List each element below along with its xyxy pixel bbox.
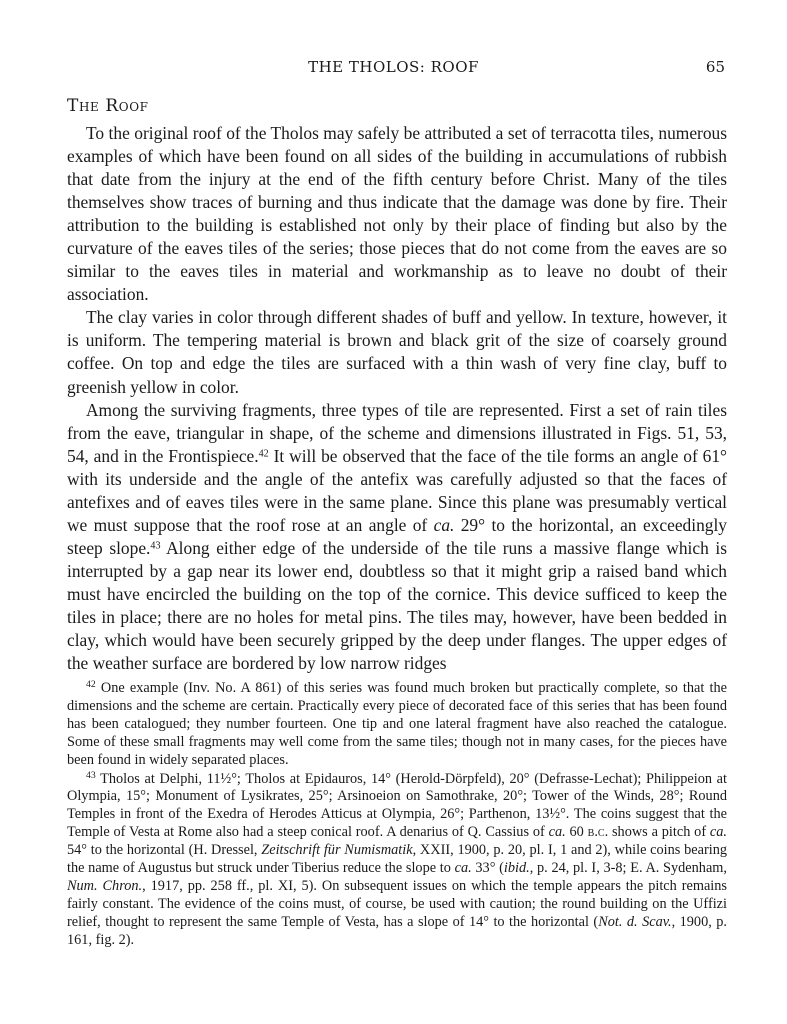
running-head [0,58,787,78]
footnote-reference: 42 [258,448,269,460]
footnote-reference: 43 [150,540,161,552]
small-caps-text: b.c. [587,824,609,841]
footnote: $^{42}$ One example (Inv. No. A 861) of this series was found much broken but practically complete, so that the dimensions and the scheme are certain. Practically every piece of decorated face of this series that has been found has been catalogued; they number fourteen. One tip and one lateral fragment have also reached the catalogue. Some of these small fragments may well come from the same tiles; though not in many cases, for the pieces have been found in widely separated places. [67,679,727,768]
italic-text: Zeitschrift für Numismatik [261,842,413,859]
italic-text: ca. [433,514,455,535]
italic-text: ibid. [503,860,530,877]
body-text [67,122,727,675]
body-paragraph: The clay varies in color through different shades of buff and yellow. In texture, however, it is uniform. The tempering material is brown and black grit of the size of coarsely ground coffee. On top and edge the tiles are surfaced with a thin wash of very fine clay, buff to greenish yellow in color. [67,307,727,397]
footnote: $^{43}$ Tholos at Delphi, 11½°; Tholos at Epidauros, 14° (Herold-Dörpfeld), 20° (Defrasse-Lechat); Philippeion at Olympia, 15°; Monument of Lysikrates, 25°; Arsinoeion on Samothrake, 20°; Tower of the Winds, 28°; Round Temples in front of the Exedra of Herodes Atticus at Olympia, 26°; Parthenon, 13½°. The coins suggest that the Temple of Vesta at Rome also had a steep conical roof. A denarius of Q. Cassius of ca. 60 b.c. shows a pitch of ca. 54° to the horizontal (H. Dressel, Zeitschrift für Numismatik, XXII, 1900, p. 20, pl. I, 1 and 2), while coins bearing the name of Augustus but struck under Tiberius reduce the slope to ca. 33° (ibid., p. 24, pl. I, 3-8; E. A. Sydenham, Num. Chron., 1917, pp. 258 ff., pl. XI, 5). On subsequent issues on which the temple appears the pitch remains fairly constant. The evidence of the coins must, of course, be used with caution; the round building on the Uffizi relief, thought to represent the same Temple of Vesta, has a slope of 14° to the horizontal (Not. d. Scav., 1900, p. 161, fig. 2). [67,769,727,948]
italic-text: ca. [548,824,566,841]
page-number: 65 [705,58,725,76]
body-paragraph: Among the surviving fragments, three types of tile are represented. First a set of rain tiles from the eave, triangular in shape, of the scheme and dimensions illustrated in Figs. 51, 53, 54, and in the Frontispiece.$^{42}$ It will be observed that the face of the tile forms an angle of 61° with its underside and the angle of the antefix was carefully adjusted so that the faces of antefixes and of eaves tiles were in the same plane. Since this plane was presumably vertical we must suppose that the roof rose at an angle of ca. 29° to the horizontal, an exceedingly steep slope.$^{43}$ Along either edge of the underside of the tile runs a massive flange which is interrupted by a gap near its lower end, doubtless so that it might grip a raised band which must have encircled the building on the top of the cornice. This device sufficed to keep the tiles in place; there are no holes for metal pins. The tiles may, however, have been bedded in clay, which would have been securely gripped by the deep under flanges. The upper edges of the weather surface are bordered by low narrow ridges [67,399,728,674]
italic-text: Not. d. Scav. [598,913,672,930]
italic-text: ca. [454,860,472,877]
running-title: THE THOLOS: ROOF [308,58,479,76]
footnotes [67,680,727,950]
footnote-number: 42 [86,679,96,691]
italic-text: ca. [709,824,727,841]
section-heading: The Roof [67,96,149,116]
body-paragraph: To the original roof of the Tholos may safely be attributed a set of terracotta tiles, numerous examples of which have been found on all sides of the building in accumulations of rubbish that date from the injury at the end of the fifth century before Christ. Many of the tiles themselves show traces of burning and thus indicate that the damage was done by fire. Their attribution to the building is established not only by their place of finding but also by the curvature of the eaves tiles of the series; those pieces that do not come from the eaves are so similar to the eaves tiles in material and workmanship as to leave no doubt of their association. [67,123,727,305]
italic-text: Num. Chron. [67,877,143,894]
footnote-number: 43 [86,769,96,781]
